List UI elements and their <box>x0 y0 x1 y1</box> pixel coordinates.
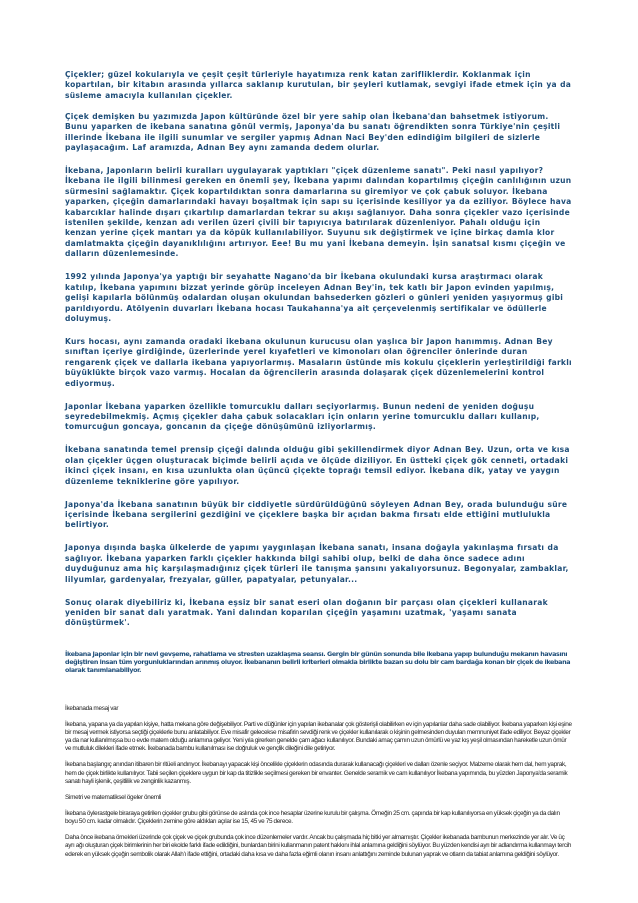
buds-paragraph: Japonlar İkebana yaparken özellikle tomurcuklu dalları seçiyorlarmış. Bunun nedeni de yeniden doğuşu seyredebilmekmiş. Açmış çiçekler daha çabuk solacakları için onların yerine tomurcuklu dalları kullanıp, tomurcuğun goncaya, goncanın da çiçeğe dönüşümünü izliyorlarmış. <box>65 401 540 432</box>
ikebana-definition-paragraph: İkebana, Japonların belirli kuralları uygulayarak yaptıkları "çiçek düzenleme sanatı". Peki nasıl yapılıyor? İkebana ile ilgili bilinmesi gereken en önemli şey, İkebana yapımı dalından kopartılmış çiçeğin canlılığının uzun sürmesini sağlamaktır. Çiçek kopartıldıktan sonra damarlarına su giremiyor ve çok çabuk soluyor. İkebana yaparken, çiçeğin damarlarındaki havayı boşaltmak için sapı su içerisinde kesiliyor ya da eziliyor. Böylece hava kabarcıklar halinde dışarı çıkartılıp damarlardan tekrar su akışı sağlanıyor. Daha sonra çiçekler vazo içerisinde istenilen şekilde, kenzan adı verilen üzeri çivili bir tapıyıcıya batırılarak düzenleniyor. Pahalı olduğu için kenzan yerine çiçek mantarı ya da köpük kullanılabiliyor. Suyunu sık değiştirmek ve içine birkaç damla klor damlatmakta çiçeğin dayanıklılığını artırıyor. Eee! Bu mu yani İkebana demeyin. İşin sanatsal kısmı çiçeğin ve dalların düzenlemesinde. <box>65 166 572 259</box>
japan-trip-paragraph: 1992 yılında Japonya'ya yaptığı bir seyahatte Nagano'da bir İkebana okulundaki kursa araştırmacı olarak katılıp, İkebana yapımını bizzat yerinde görüp inceleyen Adnan Bey'in, tek katlı bir Japon evinden yapılmış, gelişi kapılarla bölünmüş odalardan oluşan okulundan bahsederken gözleri o günleri yeniden yaşıyormuş gibi parıldıyordu. Atölyenin duvarları İkebana hocası Taukahanna'ya ait çerçevelenmiş sertifikalar ve ödüllerle doluymuş. <box>65 272 564 323</box>
ritual-paragraph: İkebana başlangıç anından itibaren bir ritüeli andırıyor. İkebanayı yapacak kişi öncelikle çiçeklerin odasında durarak kullanacağı çiçekleri ve dalları özenle seçiyor. Malzeme olarak hem dal, hem yaprak, hem de çiçek birlikte kullanılıyor. Tabii seçilen çiçeklere uygun bir kap da titizlikle seçilmesi gereken bir envanter. Genelde seramik ve cam kullanılıyor İkebana yapımında, bu yüzden Japonya'da seramik sanatı hayli işlenik, çeşitlilik ve zenginlik kazanmış. <box>65 761 568 785</box>
ikebana-intro-paragraph: Çiçek demişken bu yazımızda Japon kültüründe özel bir yere sahip olan İkebana'dan bahsetmek istiyorum. Bunu yaparken de ikebana sanatına gönül vermiş, Japonya'da bu sanatı öğrendikten sonra Türkiye'nin çeşitli illerinde İkebana ile ilgili sunumlar ve sergiler yapmış Adnan Naci Bey'den edindiğim bilgileri de sizlerle paylaşacağım. Laf aramızda, Adnan Bey aynı zamanda dedem olurlar. <box>65 111 561 153</box>
exhibitions-paragraph: Japonya'da İkebana sanatının büyük bir ciddiyetle sürdürüldüğünü söyleyen Adnan Bey, orada bulunduğu süre içerisinde İkebana sergilerini gezdiğini ve çiçeklere başka bir açıdan bakma fırsatı elde ettiğini mutlulukla belirtiyor. <box>65 499 568 530</box>
symbolism-paragraph: Daha önce ikebana örnekleri üzerinde çok çiçek ve çiçek grubunda çok ince düzenlemeler vardır. Ancak bu çalışmada hiç bitki yer almamıştır. Çiçekler ikebanada bambunun merkezinde yer alır. Ve üç ayrı ağı oluşturan çiçek birimlerinin her biri ekolde farklı ifade edildiğini, bunlardan birini kullanmanın patent hakkını ihlal anlamına geldiğini söylüyor. Bu yüzden kendisi ayrı bir adlandırma kullanmayı tercih ederek en yüksek çiçeğin sembolik olarak Allah'ı ifade ettiğini, ortadaki daha kısa ve daha fazla eğimli olanın insanı anlattığını zeminde bulunan yaprak ve otların da tabiat anlamına geldiğini söylüyor. <box>65 833 572 858</box>
calculation-paragraph: İkebana öylerastgele biraraya getirilen çiçekler grubu gibi görünse de aslında çok ince hesaplar üzerine kurulu bir çalışma. Örneğin 25 cm. çapında bir kap kullanılıyorsa en yüksek çiçeğin ya da dalın boyu 50 cm. kadar olmalıdır. Çiçeklerin zemine göre aldıkları açılar ise 15, 45 ve 75 derece. <box>65 809 560 826</box>
outside-japan-paragraph: Japonya dışında başka ülkelerde de yapımı yaygınlaşan İkebana sanatı, insana doğayla yakınlaşma fırsatı da sağlıyor. İkebana yaparken farklı çiçekler hakkında bilgi sahibi olup, belki de daha önce sadece adını duyduğunuz ama hiç karşılaşmadığınız çiçek türleri ile tanışma şansını yakalıyorsunuz. Begonyalar, zambaklar, lilyumlar, gardenyalar, frezyalar, güller, papatyalar, petunyalar... <box>65 543 569 584</box>
image-caption: İkebana Japonlar için bir nevi gevşeme, rahatlama ve stresten uzaklaşma seansı. Gergin bir günün sonunda bile ikebana yapıp bulunduğu mekanın havasını değiştiren insan tüm yorgunluklarından arınmış oluyor. İkebananın belirli kriterleri olmakla birlikte bazan su dolu bir cam bardağa konan bir çiçek de ikebana olarak tanımlanabiliyor. <box>65 650 571 675</box>
intro-paragraph: Çiçekler; güzel kokularıyla ve çeşit çeşit türleriyle hayatımıza renk katan zarifliklerdir. Koklanmak için kopartılan, bir kitabın arasında yıllarca saklanıp kurutulan, bir şeyleri kutlamak, sevgiyi ifade etmek için ya da süsleme amacıyla kullanılan çiçekler. <box>65 70 572 100</box>
principle-paragraph: İkebana sanatında temel prensip çiçeği dalında olduğu gibi şekillendirmek diyor Adnan Bey. Uzun, orta ve kısa olan çiçekler üçgen oluşturacak biçimde belirli açıda ve ölçüde diziliyor. En üstteki çiçek gök cenneti, ortadaki ikinci çiçek insanı, en kısa uzunlukta olan üçüncü çiçekte toprağı temsil ediyor. İkebana dik, yatay ve yaygın düzenleme tekniklerine göre yapılıyor. <box>65 445 570 486</box>
section-heading-symmetry: Simetri ve matematiksel ögeler önemli <box>65 793 162 801</box>
course-teacher-paragraph: Kurs hocası, aynı zamanda oradaki ikebana okulunun kurucusu olan yaşlıca bir Japon hanımmış. Adnan Bey sınıftan içeriye girdiğinde, üzerlerinde yerel kıyafetleri ve kimonoları olan öğrenciler önlerinde duran rengarenk çiçek ve dallarla ikebana yapıyorlarmış. Masaların üstünde mis kokulu çiçeklerin yerleştirildiği farklı büyüklükte birçok vazo varmış. Hocalan da öğrencilerin arasında dolaşarak çiçek düzenlemelerini kontrol ediyormuş. <box>65 336 572 388</box>
document-page <box>65 70 573 866</box>
conclusion-paragraph: Sonuç olarak diyebiliriz ki, İkebana eşsiz bir sanat eseri olan doğanın bir parçası olan çiçekleri kullanarak yeniden bir sanat dalı yaratmak. Yani dalından koparılan çiçeğin yaşamını uzatmak, 'yaşamı sanata dönüştürmek'. <box>65 597 548 628</box>
message-paragraph: İkebana, yapana ya da yapılan kişiye, hatta mekana göre değişebiliyor. Parti ve düğünler için yapılan ikebanalar çok gösterişli olabilirken ev için yapılanlar daha sade olabiliyor. İkebana yaparken kişi eşine bir mesaj vermek istiyorsa seçtiği çiçeklerle bunu anlatabiliyor. Eve misafir gelecekse misafirin sevdiği renk ve çiçekler kullanılarak o kişinin gelmesinden duyulan memnuniyet ifade ediliyor. Beyaz çiçekler ya da nar kullanılmışsa bu o evde matem olduğu anlamına geliyor. Yeni yıla girerken genelde çam ağacı kullanılıyor. Bundaki amaç çamın uzun ömürlü ve yaz kış yeşil olmasından hareketle uzun ömür ve mutluluk dilekleri ifade etmek. İkebanada bambu kullanılması ise doğruluk ve gençlik dileğini dile getiriyor. <box>65 720 572 753</box>
section-heading-message: İkebanada mesaj var <box>65 704 119 712</box>
